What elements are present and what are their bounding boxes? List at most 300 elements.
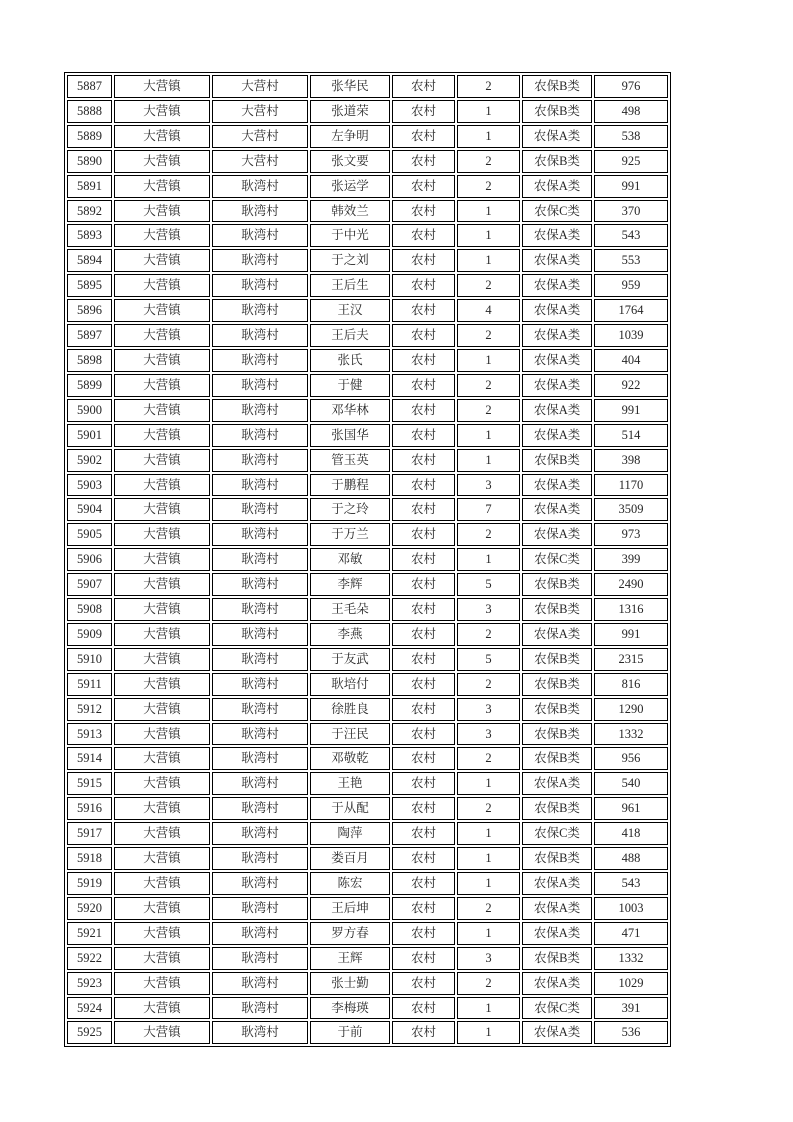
residence-type-cell: 农村 (392, 698, 455, 721)
village-cell: 耿湾村 (212, 897, 308, 920)
town-cell: 大营镇 (114, 498, 210, 521)
insurance-category-cell: 农保A类 (522, 224, 592, 247)
residence-type-cell: 农村 (392, 100, 455, 123)
name-cell: 娄百月 (310, 847, 390, 870)
amount-cell: 398 (594, 449, 668, 472)
insurance-category-cell: 农保A类 (522, 623, 592, 646)
town-cell: 大营镇 (114, 374, 210, 397)
village-cell: 耿湾村 (212, 200, 308, 223)
town-cell: 大营镇 (114, 249, 210, 272)
name-cell: 左争明 (310, 125, 390, 148)
name-cell: 张道荣 (310, 100, 390, 123)
table-row (67, 449, 668, 472)
insurance-category-cell: 农保A类 (522, 424, 592, 447)
serial-cell: 5912 (67, 698, 112, 721)
table-row (67, 548, 668, 571)
amount-cell: 956 (594, 747, 668, 770)
amount-cell: 418 (594, 822, 668, 845)
name-cell: 王艳 (310, 772, 390, 795)
amount-cell: 514 (594, 424, 668, 447)
village-cell: 耿湾村 (212, 274, 308, 297)
amount-cell: 540 (594, 772, 668, 795)
table-row (67, 324, 668, 347)
person-count-cell: 2 (457, 623, 520, 646)
insurance-category-cell: 农保C类 (522, 548, 592, 571)
village-cell: 耿湾村 (212, 573, 308, 596)
residence-type-cell: 农村 (392, 1021, 455, 1044)
village-cell: 大营村 (212, 150, 308, 173)
town-cell: 大营镇 (114, 922, 210, 945)
table-row (67, 623, 668, 646)
table-row (67, 249, 668, 272)
town-cell: 大营镇 (114, 897, 210, 920)
town-cell: 大营镇 (114, 150, 210, 173)
serial-cell: 5906 (67, 548, 112, 571)
serial-cell: 5894 (67, 249, 112, 272)
village-cell: 耿湾村 (212, 648, 308, 671)
village-cell: 耿湾村 (212, 847, 308, 870)
amount-cell: 399 (594, 548, 668, 571)
insurance-category-cell: 农保A类 (522, 374, 592, 397)
amount-cell: 959 (594, 274, 668, 297)
town-cell: 大营镇 (114, 125, 210, 148)
amount-cell: 543 (594, 224, 668, 247)
serial-cell: 5922 (67, 947, 112, 970)
table-row (67, 947, 668, 970)
serial-cell: 5917 (67, 822, 112, 845)
table-row (67, 200, 668, 223)
village-cell: 耿湾村 (212, 822, 308, 845)
amount-cell: 543 (594, 872, 668, 895)
serial-cell: 5918 (67, 847, 112, 870)
insurance-category-cell: 农保A类 (522, 772, 592, 795)
town-cell: 大营镇 (114, 175, 210, 198)
residence-type-cell: 农村 (392, 324, 455, 347)
table-row (67, 75, 668, 98)
person-count-cell: 5 (457, 648, 520, 671)
insurance-category-cell: 农保A类 (522, 349, 592, 372)
village-cell: 耿湾村 (212, 797, 308, 820)
name-cell: 李梅瑛 (310, 997, 390, 1020)
residence-type-cell: 农村 (392, 498, 455, 521)
serial-cell: 5924 (67, 997, 112, 1020)
amount-cell: 3509 (594, 498, 668, 521)
name-cell: 陶萍 (310, 822, 390, 845)
amount-cell: 925 (594, 150, 668, 173)
amount-cell: 1170 (594, 474, 668, 497)
insurance-category-cell: 农保B类 (522, 723, 592, 746)
table-row (67, 598, 668, 621)
residence-type-cell: 农村 (392, 797, 455, 820)
insurance-category-cell: 农保A类 (522, 972, 592, 995)
serial-cell: 5904 (67, 498, 112, 521)
village-cell: 耿湾村 (212, 249, 308, 272)
table-row (67, 747, 668, 770)
residence-type-cell: 农村 (392, 673, 455, 696)
residence-type-cell: 农村 (392, 897, 455, 920)
amount-cell: 1332 (594, 723, 668, 746)
person-count-cell: 1 (457, 224, 520, 247)
town-cell: 大营镇 (114, 523, 210, 546)
insurance-category-cell: 农保B类 (522, 698, 592, 721)
insurance-category-cell: 农保C类 (522, 997, 592, 1020)
village-cell: 耿湾村 (212, 623, 308, 646)
village-cell: 耿湾村 (212, 997, 308, 1020)
residence-type-cell: 农村 (392, 947, 455, 970)
residence-type-cell: 农村 (392, 573, 455, 596)
village-cell: 耿湾村 (212, 449, 308, 472)
person-count-cell: 3 (457, 947, 520, 970)
table-row (67, 224, 668, 247)
insurance-category-cell: 农保B类 (522, 150, 592, 173)
serial-cell: 5903 (67, 474, 112, 497)
town-cell: 大营镇 (114, 972, 210, 995)
person-count-cell: 1 (457, 1021, 520, 1044)
name-cell: 张国华 (310, 424, 390, 447)
serial-cell: 5915 (67, 772, 112, 795)
person-count-cell: 1 (457, 772, 520, 795)
table-row (67, 399, 668, 422)
residence-type-cell: 农村 (392, 150, 455, 173)
insurance-category-cell: 农保A类 (522, 125, 592, 148)
person-count-cell: 2 (457, 175, 520, 198)
village-cell: 耿湾村 (212, 947, 308, 970)
town-cell: 大营镇 (114, 623, 210, 646)
name-cell: 管玉英 (310, 449, 390, 472)
name-cell: 罗方春 (310, 922, 390, 945)
amount-cell: 976 (594, 75, 668, 98)
insurance-category-cell: 农保C类 (522, 200, 592, 223)
name-cell: 张华民 (310, 75, 390, 98)
residence-type-cell: 农村 (392, 972, 455, 995)
serial-cell: 5920 (67, 897, 112, 920)
name-cell: 王后生 (310, 274, 390, 297)
amount-cell: 1003 (594, 897, 668, 920)
amount-cell: 973 (594, 523, 668, 546)
serial-cell: 5901 (67, 424, 112, 447)
residence-type-cell: 农村 (392, 847, 455, 870)
insurance-category-cell: 农保A类 (522, 1021, 592, 1044)
person-count-cell: 1 (457, 847, 520, 870)
village-cell: 耿湾村 (212, 349, 308, 372)
town-cell: 大营镇 (114, 449, 210, 472)
person-count-cell: 1 (457, 997, 520, 1020)
serial-cell: 5919 (67, 872, 112, 895)
table-row (67, 1021, 668, 1044)
amount-cell: 391 (594, 997, 668, 1020)
town-cell: 大营镇 (114, 997, 210, 1020)
name-cell: 于健 (310, 374, 390, 397)
village-cell: 大营村 (212, 75, 308, 98)
residence-type-cell: 农村 (392, 822, 455, 845)
town-cell: 大营镇 (114, 1021, 210, 1044)
person-count-cell: 3 (457, 698, 520, 721)
amount-cell: 2315 (594, 648, 668, 671)
serial-cell: 5909 (67, 623, 112, 646)
town-cell: 大营镇 (114, 723, 210, 746)
table-row (67, 872, 668, 895)
residence-type-cell: 农村 (392, 224, 455, 247)
person-count-cell: 3 (457, 598, 520, 621)
person-count-cell: 1 (457, 548, 520, 571)
serial-cell: 5913 (67, 723, 112, 746)
insurance-category-cell: 农保B类 (522, 797, 592, 820)
name-cell: 于友武 (310, 648, 390, 671)
village-cell: 耿湾村 (212, 872, 308, 895)
residence-type-cell: 农村 (392, 249, 455, 272)
residence-type-cell: 农村 (392, 125, 455, 148)
name-cell: 徐胜良 (310, 698, 390, 721)
table-row (67, 424, 668, 447)
serial-cell: 5900 (67, 399, 112, 422)
serial-cell: 5916 (67, 797, 112, 820)
village-cell: 耿湾村 (212, 175, 308, 198)
town-cell: 大营镇 (114, 200, 210, 223)
name-cell: 于之刘 (310, 249, 390, 272)
insurance-category-cell: 农保B类 (522, 100, 592, 123)
amount-cell: 488 (594, 847, 668, 870)
data-table (64, 72, 671, 1047)
residence-type-cell: 农村 (392, 274, 455, 297)
table-row (67, 274, 668, 297)
residence-type-cell: 农村 (392, 399, 455, 422)
residence-type-cell: 农村 (392, 299, 455, 322)
village-cell: 耿湾村 (212, 424, 308, 447)
town-cell: 大营镇 (114, 324, 210, 347)
person-count-cell: 2 (457, 150, 520, 173)
serial-cell: 5914 (67, 747, 112, 770)
town-cell: 大营镇 (114, 299, 210, 322)
residence-type-cell: 农村 (392, 200, 455, 223)
amount-cell: 1039 (594, 324, 668, 347)
amount-cell: 538 (594, 125, 668, 148)
amount-cell: 991 (594, 623, 668, 646)
insurance-category-cell: 农保B类 (522, 747, 592, 770)
residence-type-cell: 农村 (392, 175, 455, 198)
table-row (67, 498, 668, 521)
insurance-category-cell: 农保A类 (522, 897, 592, 920)
village-cell: 耿湾村 (212, 548, 308, 571)
serial-cell: 5907 (67, 573, 112, 596)
insurance-category-cell: 农保A类 (522, 175, 592, 198)
table-row (67, 523, 668, 546)
town-cell: 大营镇 (114, 598, 210, 621)
table-row (67, 723, 668, 746)
name-cell: 张文要 (310, 150, 390, 173)
name-cell: 邓华林 (310, 399, 390, 422)
person-count-cell: 1 (457, 100, 520, 123)
residence-type-cell: 农村 (392, 474, 455, 497)
name-cell: 于中光 (310, 224, 390, 247)
table-body (67, 75, 668, 1044)
residence-type-cell: 农村 (392, 723, 455, 746)
amount-cell: 816 (594, 673, 668, 696)
insurance-category-cell: 农保A类 (522, 249, 592, 272)
name-cell: 于之玲 (310, 498, 390, 521)
town-cell: 大营镇 (114, 474, 210, 497)
town-cell: 大营镇 (114, 100, 210, 123)
village-cell: 耿湾村 (212, 399, 308, 422)
table-row (67, 573, 668, 596)
table-row (67, 847, 668, 870)
name-cell: 陈宏 (310, 872, 390, 895)
insurance-category-cell: 农保A类 (522, 474, 592, 497)
village-cell: 耿湾村 (212, 698, 308, 721)
residence-type-cell: 农村 (392, 449, 455, 472)
person-count-cell: 2 (457, 747, 520, 770)
person-count-cell: 1 (457, 449, 520, 472)
village-cell: 耿湾村 (212, 498, 308, 521)
table-row (67, 299, 668, 322)
amount-cell: 1764 (594, 299, 668, 322)
person-count-cell: 2 (457, 399, 520, 422)
amount-cell: 1316 (594, 598, 668, 621)
amount-cell: 991 (594, 399, 668, 422)
residence-type-cell: 农村 (392, 75, 455, 98)
serial-cell: 5896 (67, 299, 112, 322)
person-count-cell: 2 (457, 75, 520, 98)
person-count-cell: 1 (457, 872, 520, 895)
serial-cell: 5921 (67, 922, 112, 945)
table-row (67, 125, 668, 148)
village-cell: 大营村 (212, 100, 308, 123)
insurance-category-cell: 农保B类 (522, 673, 592, 696)
residence-type-cell: 农村 (392, 772, 455, 795)
table-row (67, 150, 668, 173)
insurance-category-cell: 农保B类 (522, 75, 592, 98)
town-cell: 大营镇 (114, 573, 210, 596)
person-count-cell: 3 (457, 474, 520, 497)
insurance-category-cell: 农保A类 (522, 299, 592, 322)
person-count-cell: 1 (457, 424, 520, 447)
town-cell: 大营镇 (114, 847, 210, 870)
serial-cell: 5890 (67, 150, 112, 173)
town-cell: 大营镇 (114, 872, 210, 895)
person-count-cell: 1 (457, 200, 520, 223)
village-cell: 耿湾村 (212, 523, 308, 546)
residence-type-cell: 农村 (392, 922, 455, 945)
table-row (67, 997, 668, 1020)
insurance-category-cell: 农保A类 (522, 324, 592, 347)
serial-cell: 5888 (67, 100, 112, 123)
name-cell: 耿培付 (310, 673, 390, 696)
town-cell: 大营镇 (114, 822, 210, 845)
insurance-category-cell: 农保B类 (522, 573, 592, 596)
name-cell: 张氏 (310, 349, 390, 372)
serial-cell: 5891 (67, 175, 112, 198)
serial-cell: 5908 (67, 598, 112, 621)
table-row (67, 648, 668, 671)
table-row (67, 822, 668, 845)
serial-cell: 5902 (67, 449, 112, 472)
table-row (67, 175, 668, 198)
name-cell: 张运学 (310, 175, 390, 198)
amount-cell: 498 (594, 100, 668, 123)
table-row (67, 349, 668, 372)
serial-cell: 5889 (67, 125, 112, 148)
insurance-category-cell: 农保A类 (522, 399, 592, 422)
table-row (67, 772, 668, 795)
village-cell: 耿湾村 (212, 922, 308, 945)
residence-type-cell: 农村 (392, 548, 455, 571)
serial-cell: 5898 (67, 349, 112, 372)
insurance-category-cell: 农保A类 (522, 274, 592, 297)
person-count-cell: 7 (457, 498, 520, 521)
serial-cell: 5910 (67, 648, 112, 671)
village-cell: 耿湾村 (212, 747, 308, 770)
town-cell: 大营镇 (114, 224, 210, 247)
residence-type-cell: 农村 (392, 349, 455, 372)
residence-type-cell: 农村 (392, 374, 455, 397)
serial-cell: 5893 (67, 224, 112, 247)
residence-type-cell: 农村 (392, 747, 455, 770)
town-cell: 大营镇 (114, 548, 210, 571)
person-count-cell: 4 (457, 299, 520, 322)
table-row (67, 797, 668, 820)
amount-cell: 991 (594, 175, 668, 198)
town-cell: 大营镇 (114, 947, 210, 970)
residence-type-cell: 农村 (392, 424, 455, 447)
amount-cell: 961 (594, 797, 668, 820)
insurance-category-cell: 农保B类 (522, 648, 592, 671)
person-count-cell: 1 (457, 822, 520, 845)
name-cell: 王汉 (310, 299, 390, 322)
serial-cell: 5923 (67, 972, 112, 995)
name-cell: 张士勤 (310, 972, 390, 995)
town-cell: 大营镇 (114, 747, 210, 770)
serial-cell: 5887 (67, 75, 112, 98)
village-cell: 耿湾村 (212, 972, 308, 995)
table-row (67, 698, 668, 721)
name-cell: 王后夫 (310, 324, 390, 347)
village-cell: 耿湾村 (212, 224, 308, 247)
table-row (67, 374, 668, 397)
amount-cell: 553 (594, 249, 668, 272)
person-count-cell: 5 (457, 573, 520, 596)
insurance-category-cell: 农保C类 (522, 822, 592, 845)
name-cell: 李辉 (310, 573, 390, 596)
town-cell: 大营镇 (114, 797, 210, 820)
person-count-cell: 2 (457, 523, 520, 546)
town-cell: 大营镇 (114, 772, 210, 795)
table-row (67, 922, 668, 945)
residence-type-cell: 农村 (392, 997, 455, 1020)
name-cell: 邓敬乾 (310, 747, 390, 770)
name-cell: 王辉 (310, 947, 390, 970)
serial-cell: 5895 (67, 274, 112, 297)
person-count-cell: 2 (457, 324, 520, 347)
amount-cell: 536 (594, 1021, 668, 1044)
amount-cell: 1029 (594, 972, 668, 995)
serial-cell: 5897 (67, 324, 112, 347)
person-count-cell: 3 (457, 723, 520, 746)
table-row (67, 897, 668, 920)
insurance-category-cell: 农保B类 (522, 947, 592, 970)
name-cell: 于前 (310, 1021, 390, 1044)
amount-cell: 922 (594, 374, 668, 397)
name-cell: 王毛朵 (310, 598, 390, 621)
town-cell: 大营镇 (114, 349, 210, 372)
table-row (67, 972, 668, 995)
insurance-category-cell: 农保A类 (522, 922, 592, 945)
person-count-cell: 2 (457, 374, 520, 397)
insurance-category-cell: 农保B类 (522, 449, 592, 472)
amount-cell: 1332 (594, 947, 668, 970)
name-cell: 邓敏 (310, 548, 390, 571)
person-count-cell: 2 (457, 797, 520, 820)
serial-cell: 5925 (67, 1021, 112, 1044)
insurance-category-cell: 农保B类 (522, 598, 592, 621)
